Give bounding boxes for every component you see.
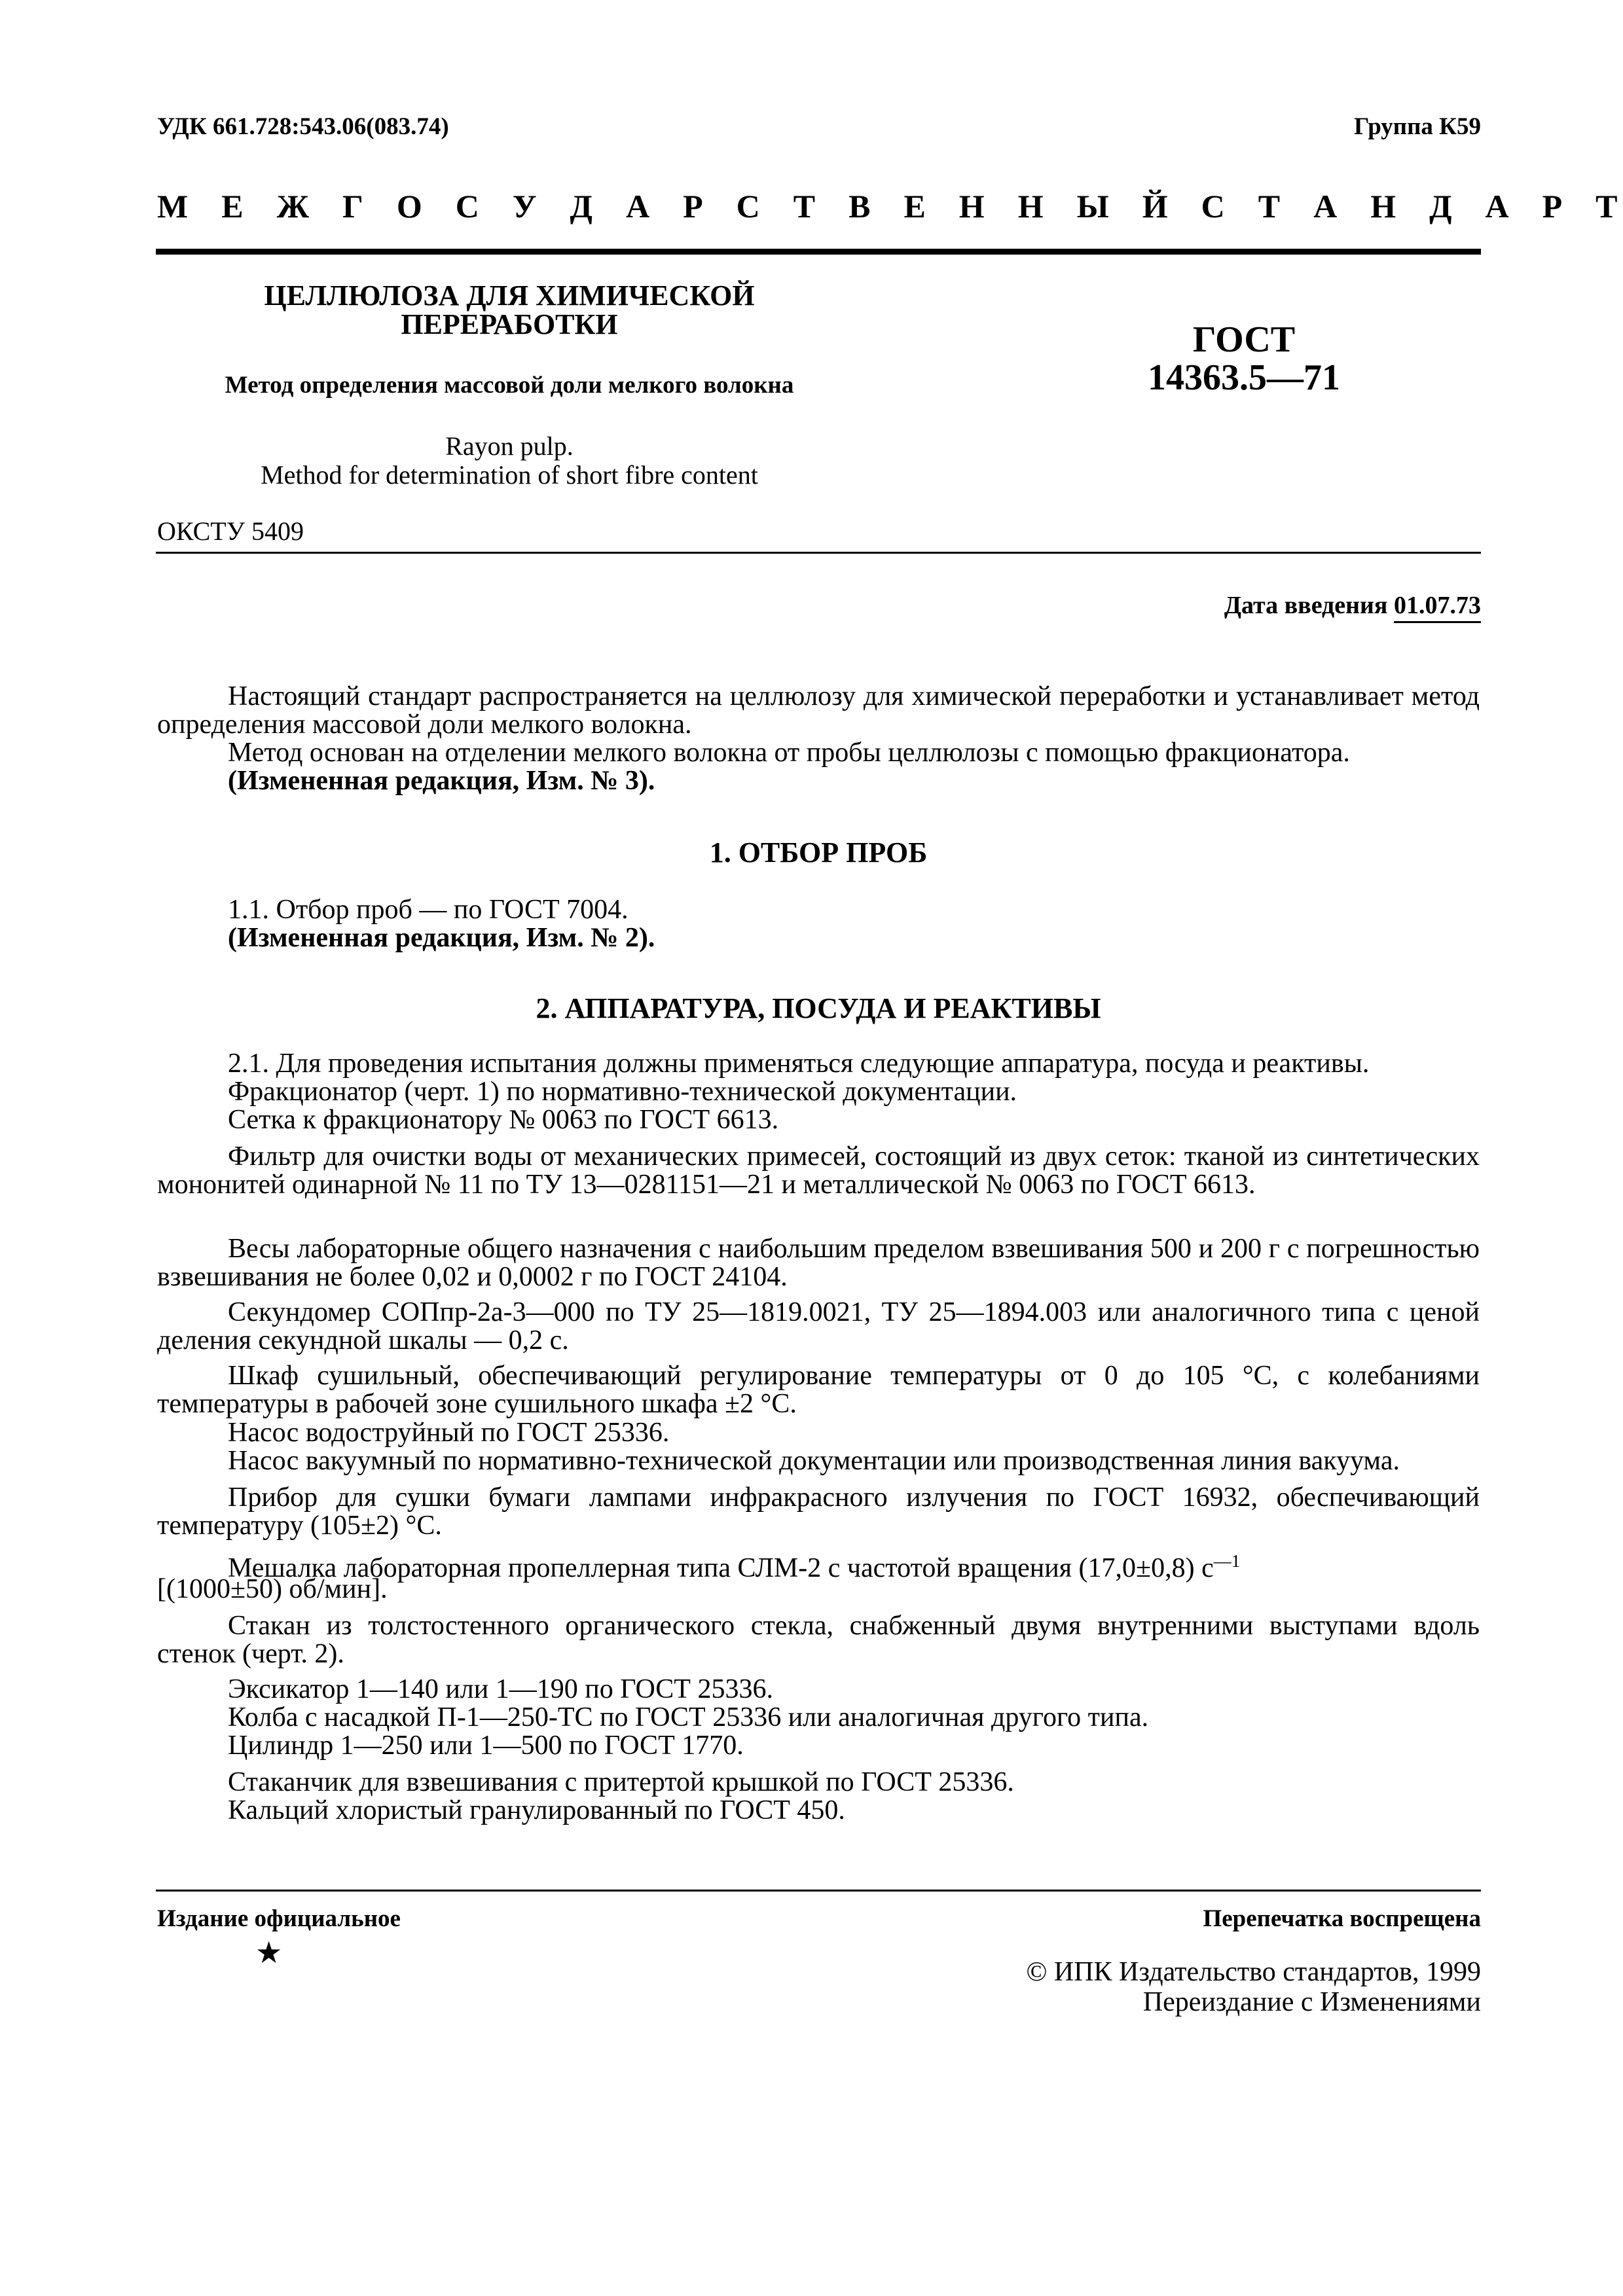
banner-letter: Е xyxy=(903,188,926,224)
star-icon: ★ xyxy=(255,1936,283,1969)
banner-letter: Т xyxy=(1258,188,1281,224)
banner-letter: С xyxy=(455,188,479,224)
banner-letter: А xyxy=(1485,188,1509,224)
document-subtitle: Метод определения массовой доли мелкого волокна xyxy=(225,372,794,399)
mixer-text-continued: [(1000±50) об/мин]. xyxy=(157,1574,388,1604)
section-2-item: Эксикатор 1—140 или 1—190 по ГОСТ 25336. xyxy=(228,1674,773,1704)
preamble-paragraph-1: Настоящий стандарт распространяется на целлюлозу для химической переработки и устанавливает метод определения массовой доли мелкого волокна. xyxy=(157,681,1480,740)
section-2-item: Насос вакуумный по нормативно-технической документации или производственная линия вакуума. xyxy=(228,1446,1400,1476)
banner-word-standard xyxy=(1201,187,1618,225)
banner-letter: С xyxy=(1201,188,1225,224)
section-2-item: Фильтр для очистки воды от механических примесей, состоящий из двух сеток: тканой из синтетических мононитей одинарной № 11 по ТУ 13—0281151—21 и металлической № 0063 по ГОСТ 6613. xyxy=(157,1141,1480,1200)
okstu-code: ОКСТУ 5409 xyxy=(157,516,304,546)
section-2-item: 2.1. Для проведения испытания должны применяться следующие аппаратура, посуда и реактивы. xyxy=(228,1049,1370,1079)
banner-letter: Ы xyxy=(1076,188,1109,224)
banner-letter: Т xyxy=(793,188,816,224)
banner-letter: Р xyxy=(683,188,703,224)
section-2-item: Колба с насадкой П-1—250-ТС по ГОСТ 25336 или аналогичная другого типа. xyxy=(228,1702,1149,1732)
group-code: Группа К59 xyxy=(1353,113,1481,140)
banner-letter: Т xyxy=(1596,188,1618,224)
banner-letter: У xyxy=(512,188,537,224)
document-title xyxy=(156,281,863,339)
introduction-date-value: 01.07.73 xyxy=(1394,592,1481,623)
standard-banner xyxy=(157,187,1618,225)
banner-letter: Г xyxy=(342,188,363,224)
banner-letter: Н xyxy=(1370,188,1396,224)
section-2-heading: 2. АППАРАТУРА, ПОСУДА И РЕАКТИВЫ xyxy=(536,992,1101,1024)
banner-letter: С xyxy=(736,188,760,224)
section-2-item: Стаканчик для взвешивания с притертой крышкой по ГОСТ 25336. xyxy=(228,1767,1014,1797)
udk-code: УДК 661.728:543.06(083.74) xyxy=(157,113,449,140)
banner-letter: Ж xyxy=(276,188,310,224)
english-title xyxy=(156,432,863,490)
introduction-date-label: Дата введения xyxy=(1224,592,1388,619)
footer-rule xyxy=(156,1890,1481,1892)
english-title-line-2: Method for determination of short fibre content xyxy=(261,460,758,490)
banner-letter: А xyxy=(1313,188,1338,224)
mixer-exponent: —1 xyxy=(1213,1551,1241,1571)
banner-word-interstate xyxy=(157,187,1201,225)
section-2-item: Кальций хлористый гранулированный по ГОСТ 450. xyxy=(228,1795,845,1825)
okstu-rule xyxy=(156,552,1481,554)
banner-letter: Д xyxy=(570,188,593,224)
section-2-item: Шкаф сушильный, обеспечивающий регулирование температуры от 0 до 105 °С, с колебаниями температуры в рабочей зоне сушильного шкафа ±2 °С. xyxy=(157,1361,1480,1419)
mixer-text: Мешалка лабораторная пропеллерная типа СЛМ-2 с частотой вращения (17,0±0,8) с xyxy=(228,1553,1214,1583)
section-2-item: Насос водоструйный по ГОСТ 25336. xyxy=(228,1418,670,1448)
gost-number: 14363.5—71 xyxy=(1148,357,1340,398)
copyright-line: © ИПК Издательство стандартов, 1999 xyxy=(1026,1957,1481,1987)
banner-letter: Й xyxy=(1142,188,1168,224)
section-2-item: Секундомер СОПпр-2а-3—000 по ТУ 25—1819.0021, ТУ 25—1894.003 или аналогичного типа с ценой деления секундной шкалы — 0,2 с. xyxy=(157,1297,1480,1355)
reissue-line: Переиздание с Изменениями xyxy=(1142,1987,1481,2017)
banner-letter: Д xyxy=(1429,188,1452,224)
section-1-heading: 1. ОТБОР ПРОБ xyxy=(709,836,928,869)
preamble-paragraph-2: Метод основан на отделении мелкого волокна от пробы целлюлозы с помощью фракционатора. xyxy=(228,738,1350,768)
official-edition: Издание официальное xyxy=(157,1905,401,1932)
title-line-1: ЦЕЛЛЮЛОЗА ДЛЯ ХИМИЧЕСКОЙ xyxy=(264,279,755,312)
section-1-amendment: (Измененная редакция, Изм. № 2). xyxy=(228,923,655,953)
title-line-2: ПЕРЕРАБОТКИ xyxy=(401,308,618,340)
section-2-item: Цилиндр 1—250 или 1—500 по ГОСТ 1770. xyxy=(228,1731,744,1761)
banner-letter: Н xyxy=(1017,188,1044,224)
section-2-item: Стакан из толстостенного органического стекла, снабженный двумя внутренними выступами вдоль стенок (черт. 2). xyxy=(157,1611,1480,1669)
banner-letter: Р xyxy=(1542,188,1563,224)
section-2-item: Прибор для сушки бумаги лампами инфракрасного излучения по ГОСТ 16932, обеспечивающий температуру (105±2) °С. xyxy=(157,1482,1480,1541)
banner-letter: Н xyxy=(958,188,985,224)
publisher-block xyxy=(1026,1957,1481,2017)
reprint-prohibited: Перепечатка воспрещена xyxy=(1203,1905,1481,1932)
english-title-line-1: Rayon pulp. xyxy=(445,431,574,461)
section-2-item: Фракционатор (черт. 1) по нормативно-технической документации. xyxy=(228,1077,1017,1107)
banner-letter: В xyxy=(848,188,871,224)
gost-designation xyxy=(1100,321,1388,397)
section-2-item: Сетка к фракционатору № 0063 по ГОСТ 6613. xyxy=(228,1105,779,1135)
section-1-clause: 1.1. Отбор проб — по ГОСТ 7004. xyxy=(228,895,629,925)
banner-rule xyxy=(156,249,1481,255)
preamble-amendment: (Измененная редакция, Изм. № 3). xyxy=(228,766,655,796)
banner-letter: М xyxy=(157,188,189,224)
introduction-date xyxy=(1224,591,1481,620)
banner-letter: А xyxy=(625,188,650,224)
gost-label: ГОСТ xyxy=(1192,319,1296,360)
section-2-item: Весы лабораторные общего назначения с наибольшим пределом взвешивания 500 и 200 г с погрешностью взвешивания не более 0,02 и 0,0002 г по ГОСТ 24104. xyxy=(157,1234,1480,1292)
banner-letter: Е xyxy=(221,188,244,224)
banner-letter: О xyxy=(396,188,422,224)
